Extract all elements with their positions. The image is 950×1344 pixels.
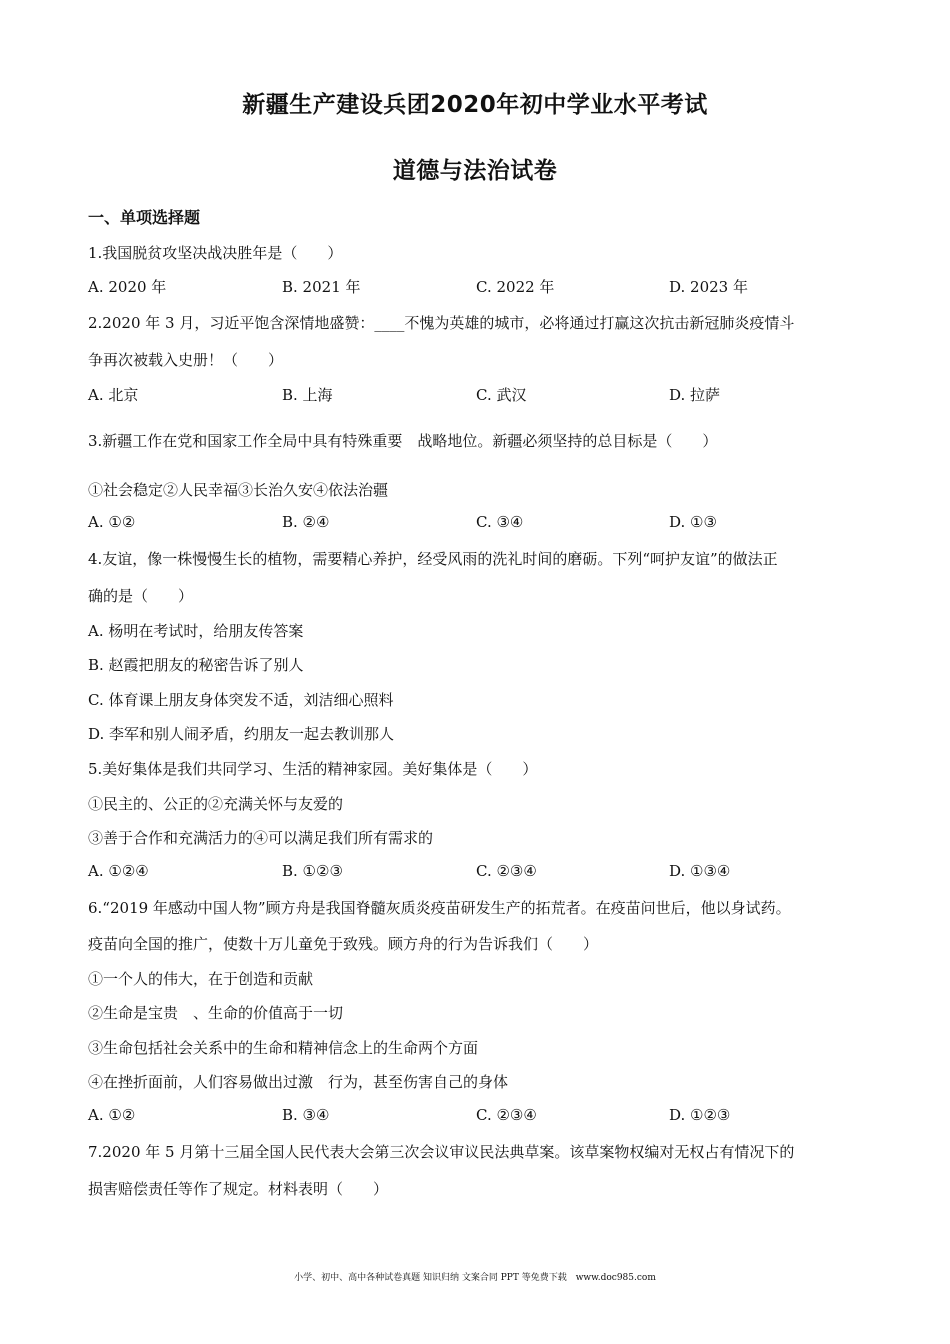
question-2-option-d: D. 拉萨 xyxy=(669,386,721,404)
question-2-option-b: B. 上海 xyxy=(282,386,333,404)
question-6-statement-1: ①一个人的伟大，在于创造和贡献 xyxy=(88,970,314,988)
question-4-stem-line-1: 4.友谊，像一株慢慢生长的植物，需要精心养护，经受风雨的洗礼时间的磨砺。下列“呵护友谊”的做法正 xyxy=(88,550,778,568)
question-1-option-b: B. 2021 年 xyxy=(282,278,361,296)
question-6-stem-line-1: 6.“2019 年感动中国人物”顾方舟是我国脊髓灰质炎疫苗研发生产的拓荒者。在疫苗问世后，他以身试药。 xyxy=(88,899,791,917)
question-5-option-a: A. ①②④ xyxy=(88,862,149,880)
question-3-option-c: C. ③④ xyxy=(476,513,524,531)
question-1-option-c: C. 2022 年 xyxy=(476,278,555,296)
download-footer: 小学、初中、高中各种试卷真题 知识归纳 文案合同 PPT 等免费下载 www.doc985.com xyxy=(294,1273,656,1283)
question-6-statement-2: ②生命是宝贵 、生命的价值高于一切 xyxy=(88,1004,344,1022)
question-6-option-d: D. ①②③ xyxy=(669,1106,731,1124)
question-6-option-c: C. ②③④ xyxy=(476,1106,537,1124)
question-4-stem-line-2: 确的是（ ） xyxy=(88,587,194,605)
question-2-stem-line-1: 2.2020 年 3 月，习近平饱含深情地盛赞：____不愧为英雄的城市，必将通过打赢这次抗击新冠肺炎疫情斗 xyxy=(88,314,795,332)
question-4-option-b: B. 赵霞把朋友的秘密告诉了别人 xyxy=(88,656,304,674)
question-2-option-c: C. 武汉 xyxy=(476,386,527,404)
question-2-stem-line-2: 争再次被载入史册！（ ） xyxy=(88,351,284,369)
question-5-stem: 5.美好集体是我们共同学习、生活的精神家园。美好集体是（ ） xyxy=(88,760,538,778)
question-5-option-b: B. ①②③ xyxy=(282,862,343,880)
page-subtitle: 道德与法治试卷 xyxy=(392,158,558,184)
question-7-stem-line-2: 损害赔偿责任等作了规定。材料表明（ ） xyxy=(88,1180,389,1198)
question-3-statements: ①社会稳定②人民幸福③长治久安④依法治疆 xyxy=(88,481,389,499)
question-6-statement-3: ③生命包括社会关系中的生命和精神信念上的生命两个方面 xyxy=(88,1039,479,1057)
question-5-statements-line-2: ③善于合作和充满活力的④可以满足我们所有需求的 xyxy=(88,829,434,847)
question-1-option-a: A. 2020 年 xyxy=(88,278,167,296)
question-4-option-c: C. 体育课上朋友身体突发不适，刘洁细心照料 xyxy=(88,691,394,709)
question-1-stem: 1.我国脱贫攻坚决战决胜年是（ ） xyxy=(88,244,343,262)
question-5-option-d: D. ①③④ xyxy=(669,862,731,880)
question-4-option-a: A. 杨明在考试时，给朋友传答案 xyxy=(88,622,304,640)
question-4-option-d: D. 李军和别人闹矛盾，约朋友一起去教训那人 xyxy=(88,725,395,743)
question-1-option-d: D. 2023 年 xyxy=(669,278,748,296)
question-3-option-d: D. ①③ xyxy=(669,513,717,531)
question-7-stem-line-1: 7.2020 年 5 月第十三届全国人民代表大会第三次会议审议民法典草案。该草案物权编对无权占有情况下的 xyxy=(88,1143,795,1161)
question-5-option-c: C. ②③④ xyxy=(476,862,537,880)
question-3-stem: 3.新疆工作在党和国家工作全局中具有特殊重要 战略地位。新疆必须坚持的总目标是（ ） xyxy=(88,432,718,450)
question-6-statement-4: ④在挫折面前，人们容易做出过激 行为，甚至伤害自己的身体 xyxy=(88,1073,509,1091)
page-title: 新疆生产建设兵团2020年初中学业水平考试 xyxy=(242,92,708,118)
question-6-option-a: A. ①② xyxy=(88,1106,136,1124)
question-3-option-a: A. ①② xyxy=(88,513,136,531)
question-6-option-b: B. ③④ xyxy=(282,1106,330,1124)
question-3-option-b: B. ②④ xyxy=(282,513,330,531)
question-2-option-a: A. 北京 xyxy=(88,386,139,404)
question-5-statements-line-1: ①民主的、公正的②充满关怀与友爱的 xyxy=(88,795,344,813)
question-6-stem-line-2: 疫苗向全国的推广，使数十万儿童免于致残。顾方舟的行为告诉我们（ ） xyxy=(88,935,599,953)
section-heading: 一、单项选择题 xyxy=(88,208,201,227)
